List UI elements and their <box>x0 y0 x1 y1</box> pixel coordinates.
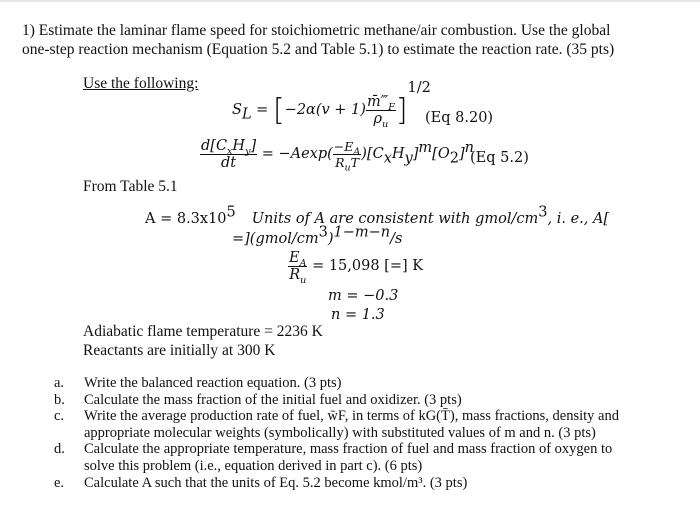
equation-5-2-label: (Eq 5.2) <box>470 150 529 166</box>
problem-line-1: 1) Estimate the laminar flame speed for stoichiometric methane/air combustion. Use the global <box>22 22 611 39</box>
reactants-temperature: Reactants are initially at 300 K <box>83 342 276 359</box>
m-value: m = −0.3 <box>328 288 399 304</box>
list-item: b. Calculate the mass fraction of the initial fuel and oxidizer. (3 pts) <box>54 391 462 408</box>
list-item: d. Calculate the appropriate temperature, mass fraction of fuel and mass fraction of oxygen to solve this problem (i.e., equation derived in part c). (6 pts) <box>54 441 613 474</box>
n-value: n = 1.3 <box>331 307 385 323</box>
a-units-line: $=](gmol/cm^3)^{1-m-n}/s$ <box>232 224 403 247</box>
list-item: c. Write the average production rate of fuel, w̄F, in terms of kG(T̄), mass fractions, density and appropriate molecular weights (symbolically) with substituted values of m and n. (3 pts) <box>54 408 619 441</box>
problem-line-2: one-step reaction mechanism (Equation 5.2 and Table 5.1) to estimate the reaction rate. (35 pts) <box>22 41 615 58</box>
from-table-label: From Table 5.1 <box>83 178 178 195</box>
equation-5-2: $\frac{d[C_xH_y]}{dt}$ = −Aexp( $\frac{-E_A}{R_uT}$ )$[C_xH_y]^m[O_2]^n$ <box>201 138 474 174</box>
task-list <box>54 375 644 491</box>
list-item: e. Calculate A such that the units of Eq. 5.2 become kmol/m³. (3 pts) <box>54 474 468 491</box>
equation-8-20-label: (Eq 8.20) <box>425 110 494 126</box>
a-value-line: $A = 8.3x10^5$ Units of A are consistent with gmol/$cm^3$, i. e., A[ <box>145 204 610 227</box>
equation-8-20: $S_L = [-2\alpha(v + 1)$ $\frac{m̄‴_F}{\rho_u}$ ]$^{1/2}$ <box>232 79 431 130</box>
ea-over-ru: $\frac{E_A}{R_u}$ = 15,098 [=] K <box>289 250 424 286</box>
adiabatic-temperature: Adiabatic flame temperature = 2236 K <box>83 323 323 340</box>
list-item: a. Write the balanced reaction equation. (3 pts) <box>54 375 342 391</box>
use-following-heading: Use the following: <box>83 75 199 92</box>
top-divider <box>0 0 700 2</box>
